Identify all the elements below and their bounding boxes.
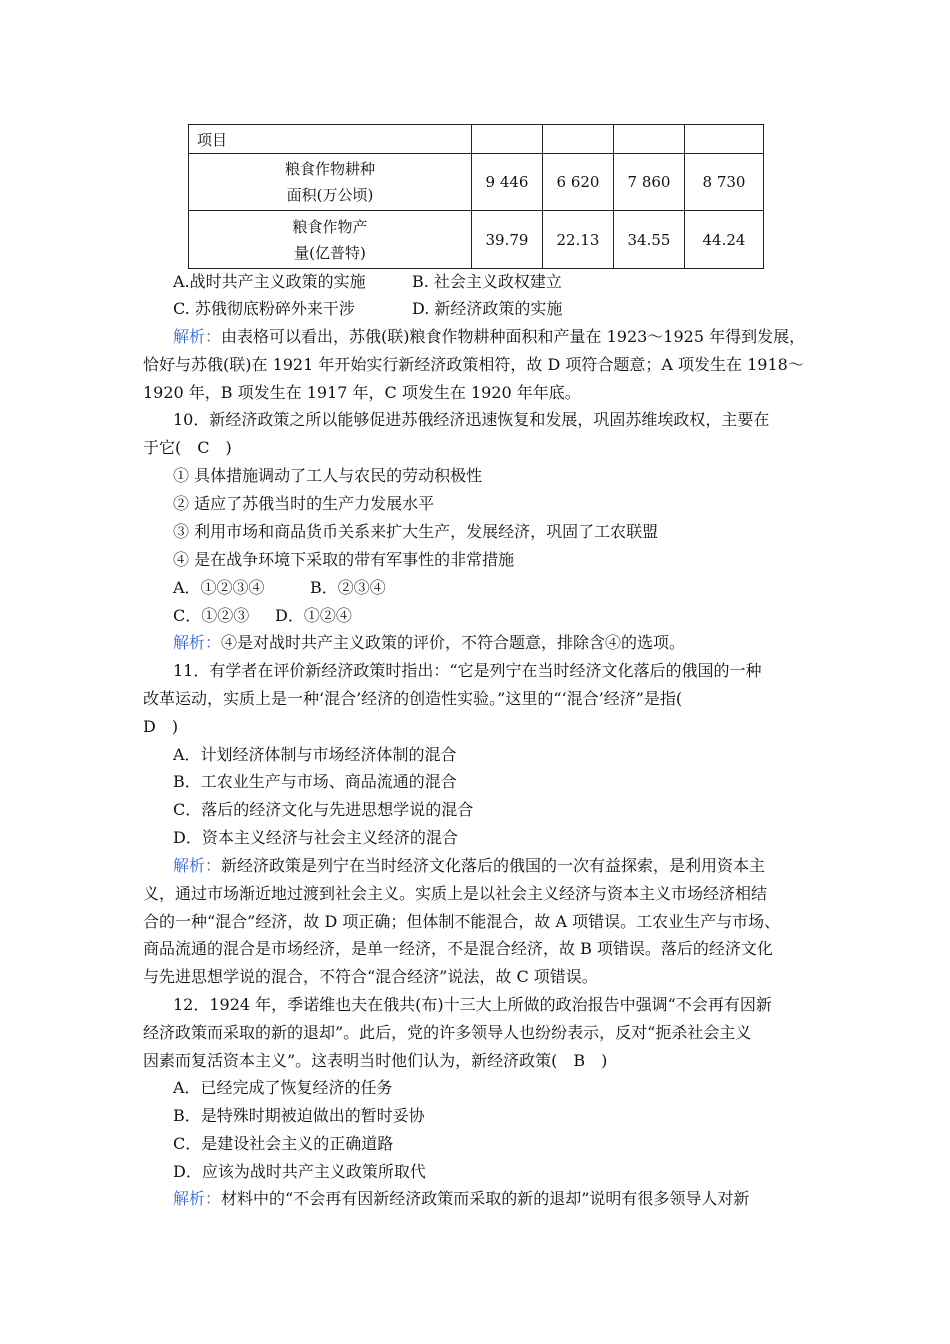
q12-option-d: D．应该为战时共产主义政策所取代 [173, 1162, 426, 1181]
q10-stem-line: 10．新经济政策之所以能够促进苏俄经济迅速恢复和发展，巩固苏维埃政权，主要在 [173, 410, 770, 429]
table-header-cell [543, 125, 614, 154]
analysis-label: 解析： [173, 1189, 222, 1208]
q11-option-b: B．工农业生产与市场、商品流通的混合 [173, 772, 457, 791]
table-cell: 8 730 [685, 154, 764, 211]
analysis-label: 解析： [173, 856, 222, 875]
analysis-label: 解析： [173, 633, 222, 652]
q12-option-c: C．是建设社会主义的正确道路 [173, 1134, 394, 1153]
q9-option-d: D. 新经济政策的实施 [412, 299, 563, 318]
q10-statement: ② 适应了苏俄当时的生产力发展水平 [173, 494, 435, 513]
grain-data-table [188, 124, 764, 269]
q10-option-a: A．①②③④ [173, 578, 265, 597]
table-header-cell [614, 125, 685, 154]
q11-analysis-line: 义，通过市场渐近地过渡到社会主义。实质上是以社会主义经济与资本主义市场经济相结 [143, 884, 768, 903]
q10-option-b: B．②③④ [310, 578, 386, 597]
table-row [189, 211, 764, 269]
q10-analysis-line [173, 633, 685, 653]
analysis-text: 由表格可以看出，苏俄(联)粮食作物耕种面积和产量在 1923～1925 年得到发展， [221, 327, 806, 346]
q9-analysis-line: 1920 年，B 项发生在 1917 年，C 项发生在 1920 年年底。 [143, 383, 581, 402]
analysis-text: ④是对战时共产主义政策的评价，不符合题意，排除含④的选项。 [221, 633, 686, 652]
q11-option-a: A．计划经济体制与市场经济体制的混合 [173, 745, 457, 764]
analysis-text: 新经济政策是列宁在当时经济文化落后的俄国的一次有益探索，是利用资本主 [221, 856, 766, 875]
row-label-line: 面积(万公顷) [286, 186, 374, 204]
q9-option-c: C. 苏俄彻底粉碎外来干涉 [173, 299, 355, 318]
q12-analysis-line [173, 1189, 749, 1209]
table-header-label: 项目 [189, 125, 472, 154]
row-label-line: 粮食作物耕种 [284, 160, 375, 178]
q11-option-c: C．落后的经济文化与先进思想学说的混合 [173, 800, 474, 819]
table-row [189, 154, 764, 211]
q9-analysis-line [173, 327, 805, 347]
q11-analysis-line [173, 856, 765, 876]
q10-statement: ④ 是在战争环境下采取的带有军事性的非常措施 [173, 550, 515, 569]
table-header-row [189, 125, 764, 154]
q9-option-b: B. 社会主义政权建立 [412, 272, 562, 291]
row-label [189, 154, 472, 211]
table-header-cell [472, 125, 543, 154]
q10-statement: ③ 利用市场和商品货币关系来扩大生产，发展经济，巩固了工农联盟 [173, 522, 659, 541]
row-label-line: 量(亿普特) [294, 243, 366, 262]
table-cell: 39.79 [472, 211, 543, 269]
q11-analysis-line: 合的一种“混合”经济，故 D 项正确；但体制不能混合，故 A 项错误。工农业生产与市场、 [143, 912, 781, 931]
q12-option-b: B．是特殊时期被迫做出的暂时妥协 [173, 1106, 425, 1125]
q10-statement: ① 具体措施调动了工人与农民的劳动积极性 [173, 466, 483, 485]
q11-stem-line: 11．有学者在评价新经济政策时指出：“它是列宁在当时经济文化落后的俄国的一种 [173, 661, 762, 680]
q11-option-d: D．资本主义经济与社会主义经济的混合 [173, 828, 458, 847]
q11-analysis-line: 商品流通的混合是市场经济，是单一经济，不是混合经济，故 B 项错误。落后的经济文化 [143, 939, 773, 958]
q12-stem-line: 经济政策而采取的新的退却”。此后，党的许多领导人也纷纷表示，反对“扼杀社会主义 [143, 1023, 752, 1042]
table-cell: 6 620 [543, 154, 614, 211]
table-cell: 7 860 [614, 154, 685, 211]
q10-stem-line: 于它( C ) [143, 438, 232, 457]
q9-analysis-line: 恰好与苏俄(联)在 1921 年开始实行新经济政策相符，故 D 项符合题意；A 项发生在 1918～ [143, 355, 804, 374]
q12-stem-line: 12．1924 年，季诺维也夫在俄共(布)十三大上所做的政治报告中强调“不会再有因新 [173, 995, 772, 1014]
table-header-cell [685, 125, 764, 154]
row-label [189, 211, 472, 269]
q12-stem-line: 因素而复活资本主义”。这表明当时他们认为，新经济政策( B ) [143, 1051, 608, 1070]
table-cell: 44.24 [685, 211, 764, 269]
q11-analysis-line: 与先进思想学说的混合，不符合“混合经济”说法，故 C 项错误。 [143, 967, 598, 986]
table-cell: 34.55 [614, 211, 685, 269]
q10-option-d: D．①②④ [275, 606, 352, 625]
q9-option-a: A.战时共产主义政策的实施 [173, 272, 366, 291]
table-cell: 9 446 [472, 154, 543, 211]
q11-stem-line: 改革运动，实质上是一种‘混合’经济的创造性实验。”这里的“‘混合’经济”是指( [143, 689, 683, 708]
q10-option-c: C．①②③ [173, 606, 250, 625]
q11-stem-line: D ) [143, 717, 179, 736]
q12-option-a: A．已经完成了恢复经济的任务 [173, 1078, 393, 1097]
analysis-label: 解析： [173, 327, 222, 346]
analysis-text: 材料中的“不会再有因新经济政策而采取的新的退却”说明有很多领导人对新 [221, 1189, 750, 1208]
table-cell: 22.13 [543, 211, 614, 269]
row-label-line: 粮食作物产 [292, 217, 368, 236]
